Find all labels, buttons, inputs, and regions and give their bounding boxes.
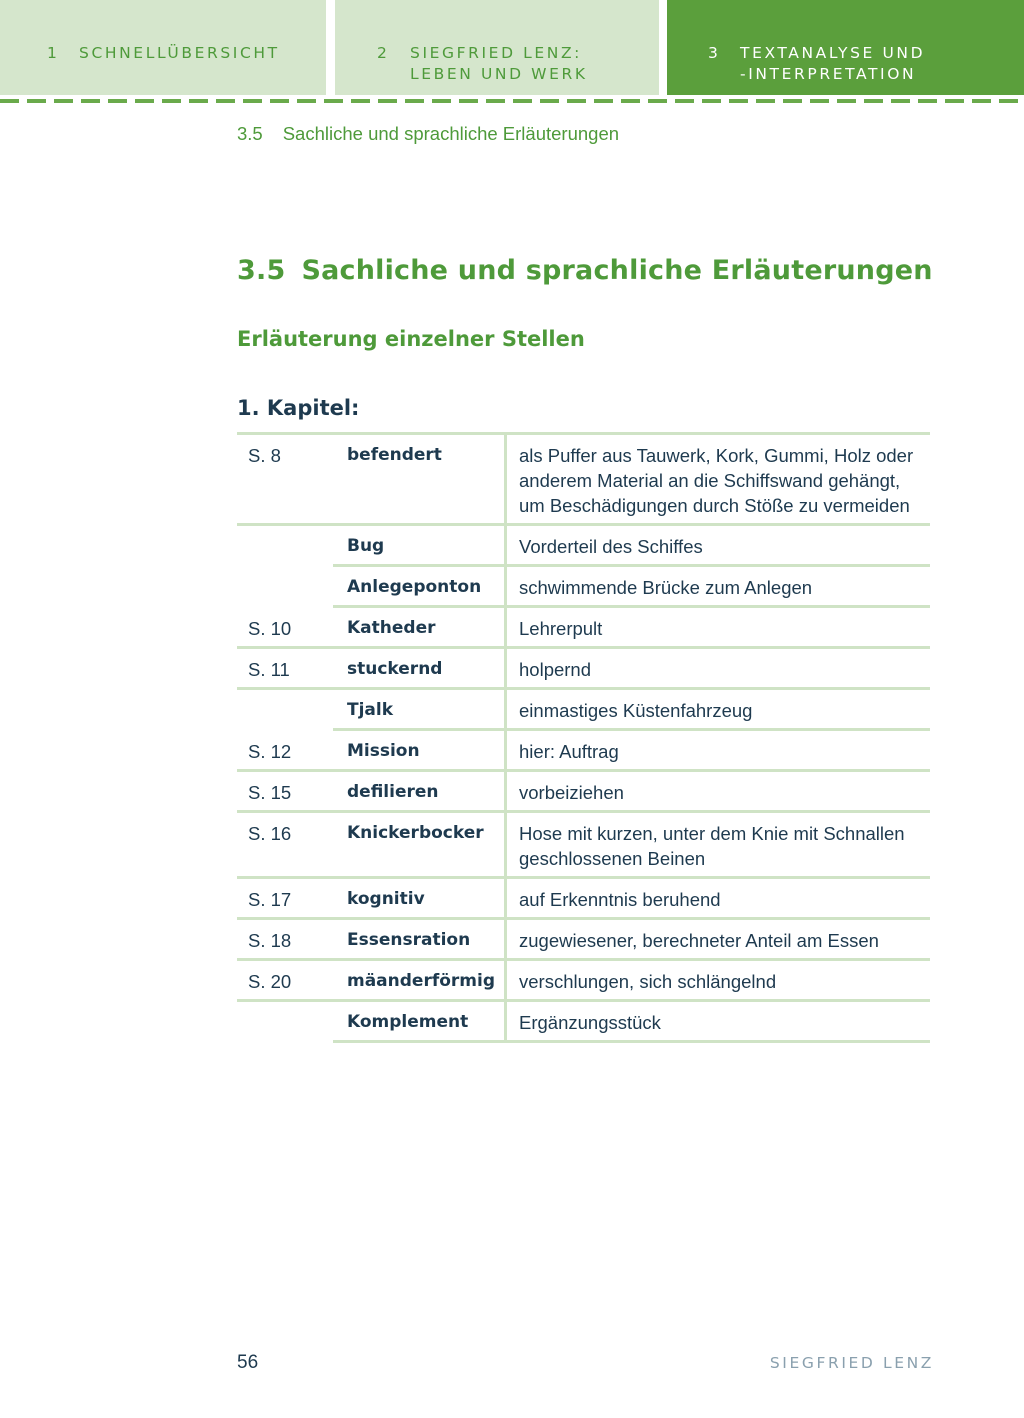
book-author: SIEGFRIED LENZ bbox=[769, 1354, 934, 1372]
glossary-definition: Ergänzungsstück bbox=[504, 1002, 930, 1040]
chapter-title-text: Sachliche und sprachliche Erläuterungen bbox=[301, 255, 933, 286]
glossary-term: mäanderförmig bbox=[347, 971, 496, 991]
glossary-definition: Lehrerpult bbox=[504, 608, 930, 646]
glossary-term: befendert bbox=[347, 445, 442, 465]
glossary-row bbox=[237, 920, 930, 961]
glossary-definition: als Puffer aus Tauwerk, Kork, Gummi, Holz oder anderem Material an die Schiffswand gehängt, um Beschädigungen durch Stöße zu vermeiden bbox=[504, 435, 930, 523]
glossary-definition: vorbeiziehen bbox=[504, 772, 930, 810]
glossary-page: S. 11 bbox=[248, 659, 290, 680]
glossary-page bbox=[237, 526, 333, 567]
tab-label: TEXTANALYSE UND -INTERPRETATION bbox=[740, 44, 926, 83]
glossary-page: S. 18 bbox=[248, 930, 292, 951]
tab-textanalyse[interactable] bbox=[667, 0, 1024, 95]
running-head-number: 3.5 bbox=[237, 123, 263, 144]
glossary-row bbox=[237, 813, 930, 879]
glossary-term: Komplement bbox=[347, 1012, 469, 1032]
glossary-row bbox=[237, 564, 930, 608]
chapter-tabs bbox=[0, 0, 1024, 95]
glossary-page: S. 8 bbox=[248, 445, 281, 466]
chapter-title bbox=[237, 255, 933, 286]
tab-number: 2 bbox=[377, 44, 390, 62]
glossary-page: S. 16 bbox=[248, 823, 292, 844]
glossary-row bbox=[237, 961, 930, 1002]
running-head-text: Sachliche und sprachliche Erläuterungen bbox=[282, 123, 620, 144]
glossary-term: Katheder bbox=[347, 618, 436, 638]
tab-number: 1 bbox=[47, 44, 60, 62]
glossary-page: S. 20 bbox=[248, 971, 292, 992]
glossary-definition: zugewiesener, berechneter Anteil am Essen bbox=[504, 920, 930, 958]
page-number: 56 bbox=[237, 1352, 259, 1373]
glossary-definition: verschlungen, sich schlängelnd bbox=[504, 961, 930, 999]
glossary-row bbox=[237, 523, 930, 567]
glossary-page: S. 17 bbox=[248, 889, 292, 910]
glossary-row bbox=[237, 608, 930, 649]
glossary-term: stuckernd bbox=[347, 659, 443, 679]
glossary-row bbox=[237, 687, 930, 731]
glossary-definition: schwimmende Brücke zum Anlegen bbox=[504, 567, 930, 605]
chapter-number: 3.5 bbox=[237, 255, 286, 286]
tab-leben-und-werk[interactable] bbox=[335, 0, 659, 95]
glossary-term: Knickerbocker bbox=[347, 823, 484, 843]
glossary-row bbox=[237, 731, 930, 772]
glossary-row bbox=[237, 879, 930, 920]
glossary-page bbox=[237, 567, 333, 608]
glossary-page: S. 12 bbox=[248, 741, 292, 762]
glossary-definition: holpernd bbox=[504, 649, 930, 687]
glossary-page bbox=[237, 690, 333, 731]
glossary-page: S. 15 bbox=[248, 782, 292, 803]
glossary-term: Anlegeponton bbox=[347, 577, 482, 597]
dashed-divider bbox=[0, 99, 1024, 103]
tab-number: 3 bbox=[708, 44, 721, 62]
tab-schnelluebersicht[interactable] bbox=[0, 0, 326, 95]
glossary-row bbox=[237, 772, 930, 813]
tab-label: SCHNELLÜBERSICHT bbox=[79, 44, 280, 62]
glossary-definition: einmastiges Küstenfahrzeug bbox=[504, 690, 930, 728]
glossary-row bbox=[237, 999, 930, 1043]
glossary-term: defilieren bbox=[347, 782, 439, 802]
glossary-definition: Hose mit kurzen, unter dem Knie mit Schnallen geschlossenen Beinen bbox=[504, 813, 930, 876]
glossary-term: Essensration bbox=[347, 930, 471, 950]
glossary-page: S. 10 bbox=[248, 618, 292, 639]
kapitel-title: 1. Kapitel: bbox=[237, 396, 360, 420]
glossary-term: Bug bbox=[347, 536, 385, 556]
glossary-definition: Vorderteil des Schiffes bbox=[504, 526, 930, 564]
glossary-term: Tjalk bbox=[347, 700, 394, 720]
glossary-term: kognitiv bbox=[347, 889, 425, 909]
running-head bbox=[237, 123, 619, 145]
glossary-definition: auf Erkenntnis beruhend bbox=[504, 879, 930, 917]
glossary-page bbox=[237, 1002, 333, 1043]
tab-label: SIEGFRIED LENZ: LEBEN UND WERK bbox=[410, 44, 588, 83]
glossary-definition: hier: Auftrag bbox=[504, 731, 930, 769]
glossary-table bbox=[237, 432, 930, 1043]
glossary-term: Mission bbox=[347, 741, 420, 761]
glossary-row bbox=[237, 649, 930, 690]
section-title: Erläuterung einzelner Stellen bbox=[237, 327, 585, 351]
glossary-row bbox=[237, 435, 930, 526]
